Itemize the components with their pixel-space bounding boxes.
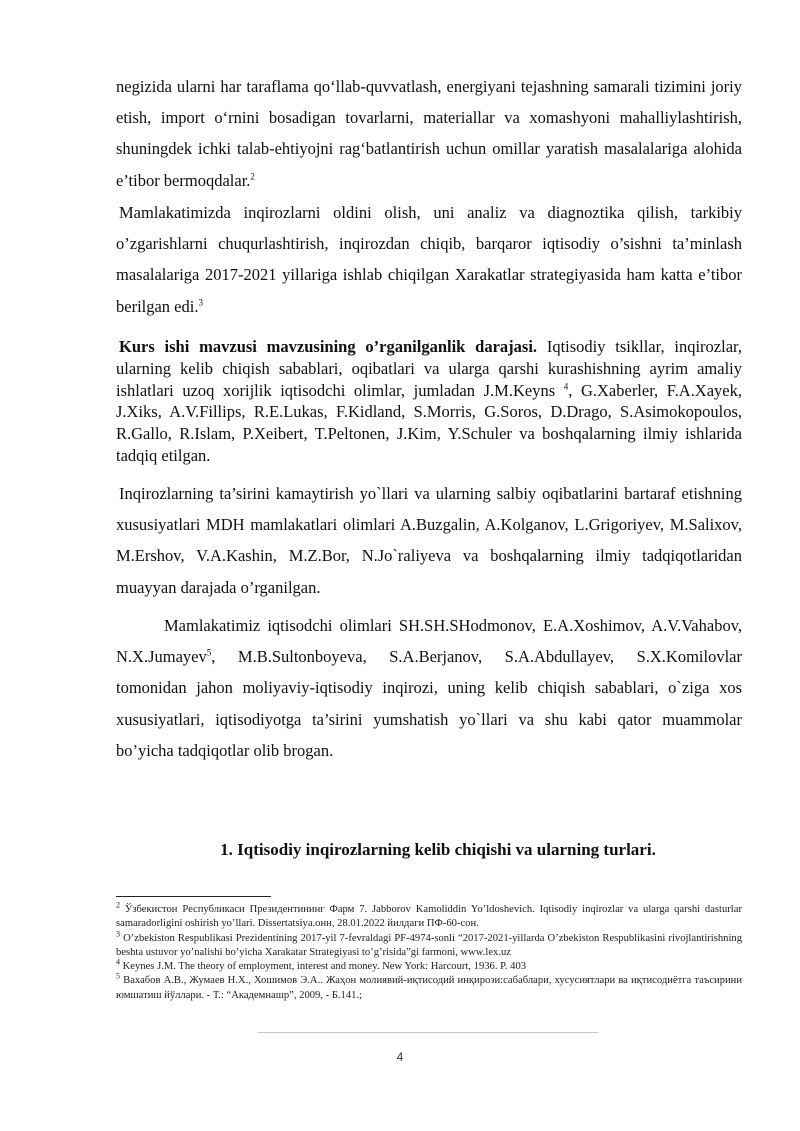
paragraph-4 [116,478,742,603]
footnote-number: 2 [116,900,120,910]
paragraph-5-text-b: , M.B.Sultonboyeva, S.A.Berjanov, S.A.Abdullayev, S.X.Komilovlar tomonidan jahon moliyaviy-iqtisodiy inqirozi, uning kelib chiqish sabablari, o`ziga xos xususiyatlari, iqtisodiyotga ta’sirini yumshatish yo`llari va shu kabi qator muammolar bo’yicha tadqiqotlar olib brogan. [116,647,742,760]
footnote-text: O’zbekiston Respublikasi Prezidentining 2017-yil 7-fevraldagi PF-4974-sonli “2017-2021-yillarda O’zbekiston Respublikasini rivojlantirishning beshta ustuvor yo’nalishi bo’yicha Xarakatar Strategiyasi to’g’risida”gi farmoni, www.lex.uz [116,932,742,958]
footnote-separator [116,896,271,897]
footnote-text: Keynes J.M. The theory of employment, interest and money. New York: Harcourt, 1936. P. 403 [122,961,527,973]
footnote-ref-5[interactable]: 5 [206,647,212,658]
paragraph-3-bold-lead: Kurs ishi mavzusi mavzusining o’rganilganlik darajasi. [119,337,538,356]
footnote-ref-2[interactable]: 2 [250,171,255,182]
paragraph-5-text-a: Mamlakatimiz iqtisodchi olimlari SH.SH.SHodmonov, E.A.Xoshimov, A.V.Vahabov, N.X.Jumayev [116,616,742,667]
footnote-2 [116,900,742,932]
page-bottom-divider [258,1032,598,1033]
section-heading: 1. Iqtisodiy inqirozlarning kelib chiqishi va ularning turlari. [220,840,656,859]
paragraph-3 [116,336,742,467]
paragraph-1 [116,71,742,196]
footnotes [116,900,742,1003]
footnote-number: 4 [116,957,120,967]
footnote-ref-4[interactable]: 4 [563,381,569,392]
footnote-3 [116,929,742,961]
footnote-ref-3[interactable]: 3 [198,297,203,308]
footnote-text: Ўзбекистон Республикаси Президентининг Фарм 7. Jabborov Kamoliddin Yo’ldoshevich. Iqtisodiy inqirozlar va ularga qarshi dasturlar samaradorligini oshirish yo’llari. Dissertatsiya.онн, 28.01.2022 йилдаги ПФ-60-сон. [116,904,742,930]
footnote-number: 5 [116,971,120,981]
paragraph-2 [116,197,742,322]
paragraph-1-text: negizida ularni har taraflama qo‘llab-quvvatlash, energiyani tejashning samarali tizimini joriy etish, import o‘rnini bosadigan tovarlarni, materiallar va xomashyoni mahalliylashtirish, shuningdek ichki talab-ehtiyojni rag‘batlantirish uchun omillar yaratish masalalariga alohida e’tibor bermoqdalar. [116,77,742,190]
page-number: 4 [396,1050,404,1064]
footnote-5 [116,971,742,1003]
footnote-number: 3 [116,929,120,939]
footnote-4 [116,957,742,974]
paragraph-3-text-a: Iqtisodiy tsikllar, inqirozlar, ularning kelib chiqish sabablari, oqibatlari va ularga qarshi kurashishning ayrim amaliy ishlatlari uzoq xorijlik iqtisodchi olimlar, jumladan J.M.Keyns [116,337,742,400]
paragraph-5 [116,610,742,766]
footnote-text: Вахабов А.В., Жумаев Н.Х., Хошимов Э.А.. Жаҳон молиявий-иқтисодий инқирози:сабаблари, хусусиятлари ва иқтисодиётга таъсирини юмшатиш йўллари. - Т.: “Академнашр”, 2009, - Б.141.; [116,975,742,1001]
paragraph-3-text-b: , G.Xaberler, F.A.Xayek, J.Xiks, A.V.Fillips, R.E.Lukas, F.Kidland, S.Morris, G.Soros, D.Drago, S.Asimokopoulos, R.Gallo, R.Islam, P.Xeibert, T.Peltonen, J.Kim, Y.Schuler va boshqalarning ilmiy ishlarida tadqiq etilgan. [116,380,742,465]
paragraph-4-text: Inqirozlarning ta’sirini kamaytirish yo`llari va ularning salbiy oqibatlarini bartaraf etishning xususiyatlari MDH mamlakatlari olimlari A.Buzgalin, A.Kolganov, L.Grigoriyev, M.Salixov, M.Ershov, V.A.Kashin, M.Z.Bor, N.Jo`raliyeva va boshqalarning ilmiy tadqiqotlaridan muayyan darajada o’rganilgan. [116,484,742,597]
paragraph-2-text: Mamlakatimizda inqirozlarni oldini olish, uni analiz va diagnoztika qilish, tarkibiy o’zgarishlarni chuqurlashtirish, inqirozdan chiqib, barqaror iqtisodiy o’sishni ta’minlash masalalariga 2017-2021 yillariga ishlab chiqilgan Xarakatlar strategiyasida ham katta e’tibor berilgan edi. [116,203,742,316]
